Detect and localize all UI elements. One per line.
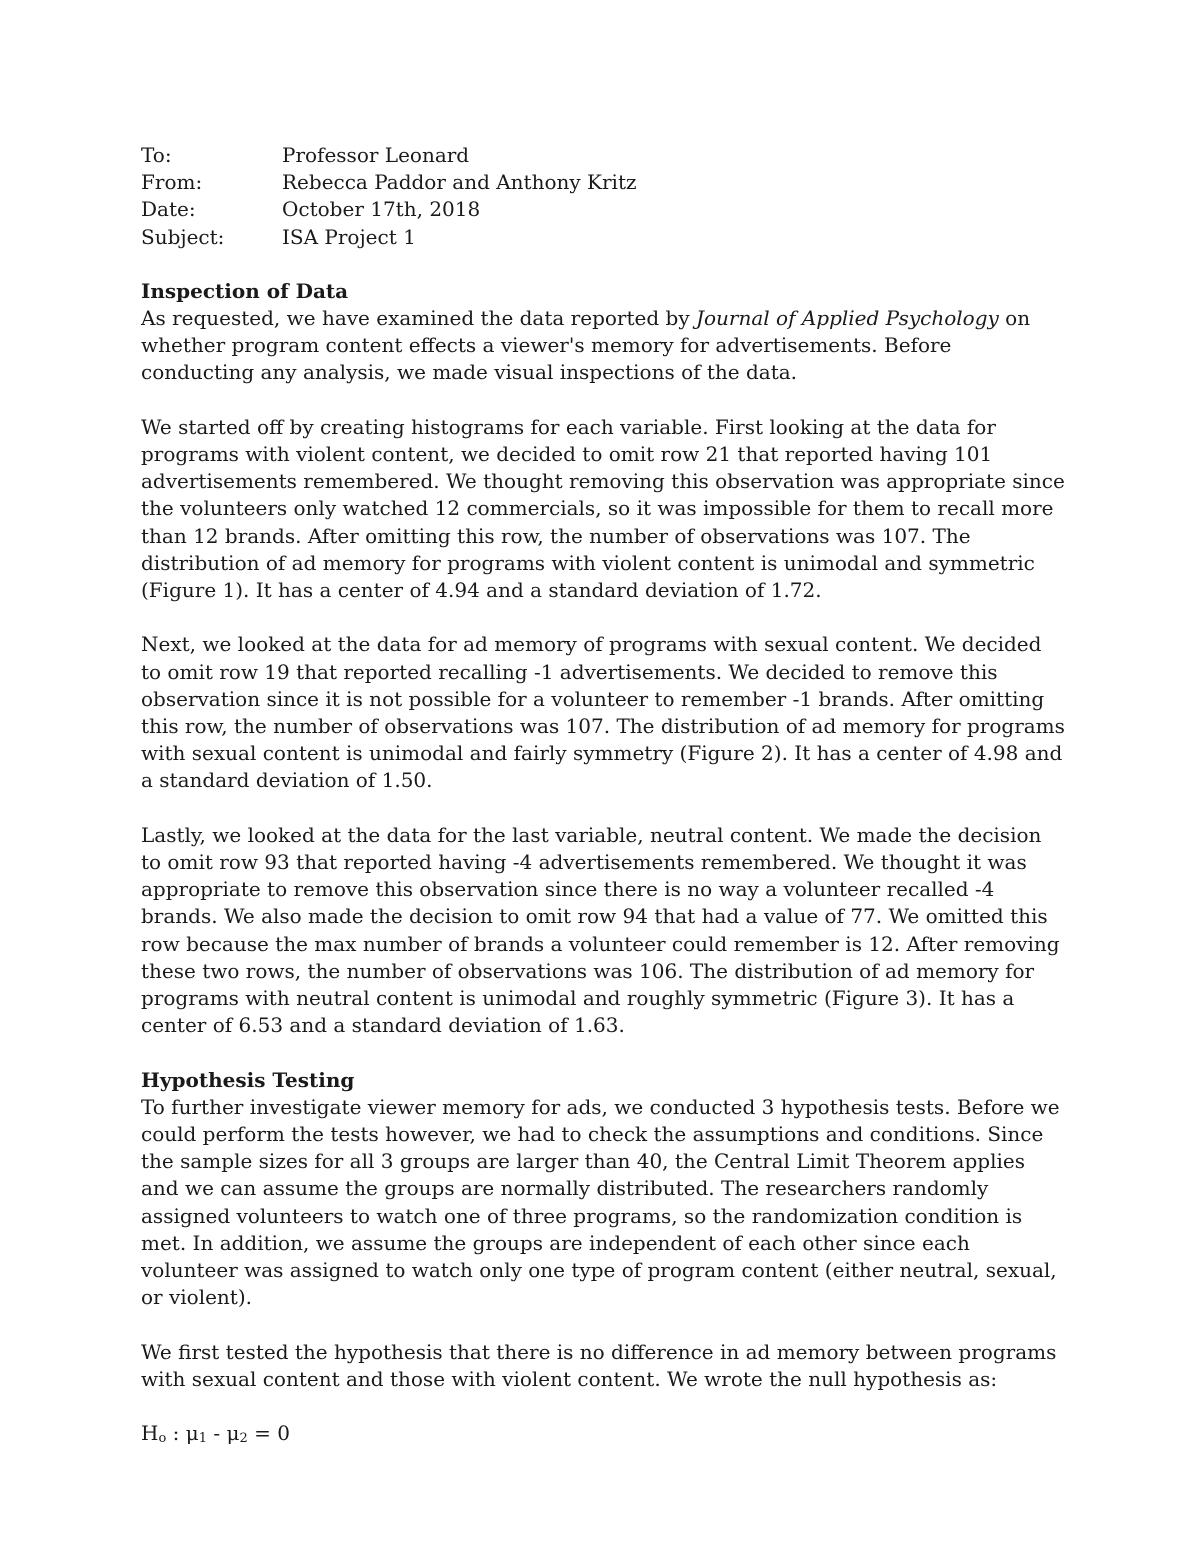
memo-from-value: Rebecca Paddor and Anthony Kritz bbox=[282, 170, 637, 195]
formula-eq: = 0 bbox=[247, 1421, 290, 1446]
hypothesis-paragraph-2: We first tested the hypothesis that there is no difference in ad memory between programs with sexual content and those with violent content. We wrote the null hypothesis as: bbox=[141, 1339, 1057, 1391]
inspection-section bbox=[141, 278, 1066, 1040]
formula-minus: - bbox=[207, 1421, 227, 1446]
inspection-paragraph-4: Lastly, we looked at the data for the last variable, neutral content. We made the decision to omit row 93 that reported having -4 advertisements remembered. We thought it was appropriate to remove this observation since there is no way a volunteer recalled -4 brands. We also made the decision to omit row 94 that had a value of 77. We omitted this row because the max number of brands a volunteer could remember is 12. After removing these two rows, the number of observations was 106. The distribution of ad memory for programs with neutral content is unimodal and roughly symmetric (Figure 3). It has a center of 6.53 and a standard deviation of 1.63. bbox=[141, 822, 1060, 1038]
memo-date-label: Date: bbox=[141, 197, 196, 222]
memo-header bbox=[141, 142, 1066, 251]
memo-subject-row bbox=[141, 224, 1066, 251]
memo-page bbox=[141, 142, 1066, 1452]
formula-h-sub: o bbox=[158, 1431, 167, 1447]
memo-from-label: From: bbox=[141, 170, 203, 195]
formula-h: H bbox=[141, 1421, 159, 1446]
hypothesis-paragraph-1: To further investigate viewer memory for ads, we conducted 3 hypothesis tests. Before we could perform the tests however, we had to check the assumptions and conditions. Since the sample sizes for all 3 groups are larger than 40, the Central Limit Theorem applies and we can assume the groups are normally distributed. The researchers randomly assigned volunteers to watch one of three programs, so the randomization condition is met. In addition, we assume the groups are independent of each other since each volunteer was assigned to watch only one type of program content (either neutral, sexual, or violent). bbox=[141, 1094, 1060, 1310]
memo-to-value: Professor Leonard bbox=[282, 143, 470, 167]
inspection-p1-before: As requested, we have examined the data reported by bbox=[141, 305, 696, 330]
memo-subject-label: Subject: bbox=[141, 224, 225, 249]
memo-date-value: October 17th, 2018 bbox=[282, 197, 481, 222]
formula-mu1: μ bbox=[185, 1421, 199, 1446]
hypothesis-section bbox=[141, 1067, 1066, 1453]
null-hypothesis-formula bbox=[141, 1420, 1066, 1452]
memo-date-row bbox=[141, 196, 1066, 223]
memo-subject-value: ISA Project 1 bbox=[282, 224, 416, 249]
inspection-p1-after: on whether program content effects a viewer's memory for advertisements. Before conducting any analysis, we made visual inspections of the data. bbox=[141, 305, 1031, 385]
formula-colon: : bbox=[166, 1421, 186, 1446]
inspection-heading: Inspection of Data bbox=[141, 278, 349, 303]
formula-mu1-sub: 1 bbox=[198, 1431, 208, 1447]
hypothesis-heading: Hypothesis Testing bbox=[141, 1067, 355, 1092]
memo-from-row bbox=[141, 169, 1066, 196]
inspection-paragraph-1 bbox=[141, 305, 1066, 387]
inspection-paragraph-2: We started off by creating histograms for each variable. First looking at the data for programs with violent content, we decided to omit row 21 that reported having 101 advertisements remembered. We thought removing this observation was appropriate since the volunteers only watched 12 commercials, so it was impossible for them to recall more than 12 brands. After omitting this row, the number of observations was 107. The distribution of ad memory for programs with violent content is unimodal and symmetric (Figure 1). It has a center of 4.94 and a standard deviation of 1.72. bbox=[141, 414, 1065, 602]
memo-to-row bbox=[141, 142, 1066, 169]
inspection-paragraph-3: Next, we looked at the data for ad memory of programs with sexual content. We decided to omit row 19 that reported recalling -1 advertisements. We decided to remove this observation since it is not possible for a volunteer to remember -1 brands. After omitting this row, the number of observations was 107. The distribution of ad memory for programs with sexual content is unimodal and fairly symmetry (Figure 2). It has a center of 4.98 and a standard deviation of 1.50. bbox=[141, 632, 1065, 793]
formula-mu2: μ bbox=[226, 1421, 240, 1446]
memo-to-label: To: bbox=[141, 143, 172, 167]
formula-mu2-sub: 2 bbox=[239, 1431, 248, 1447]
journal-title: Journal of Applied Psychology bbox=[695, 305, 999, 330]
